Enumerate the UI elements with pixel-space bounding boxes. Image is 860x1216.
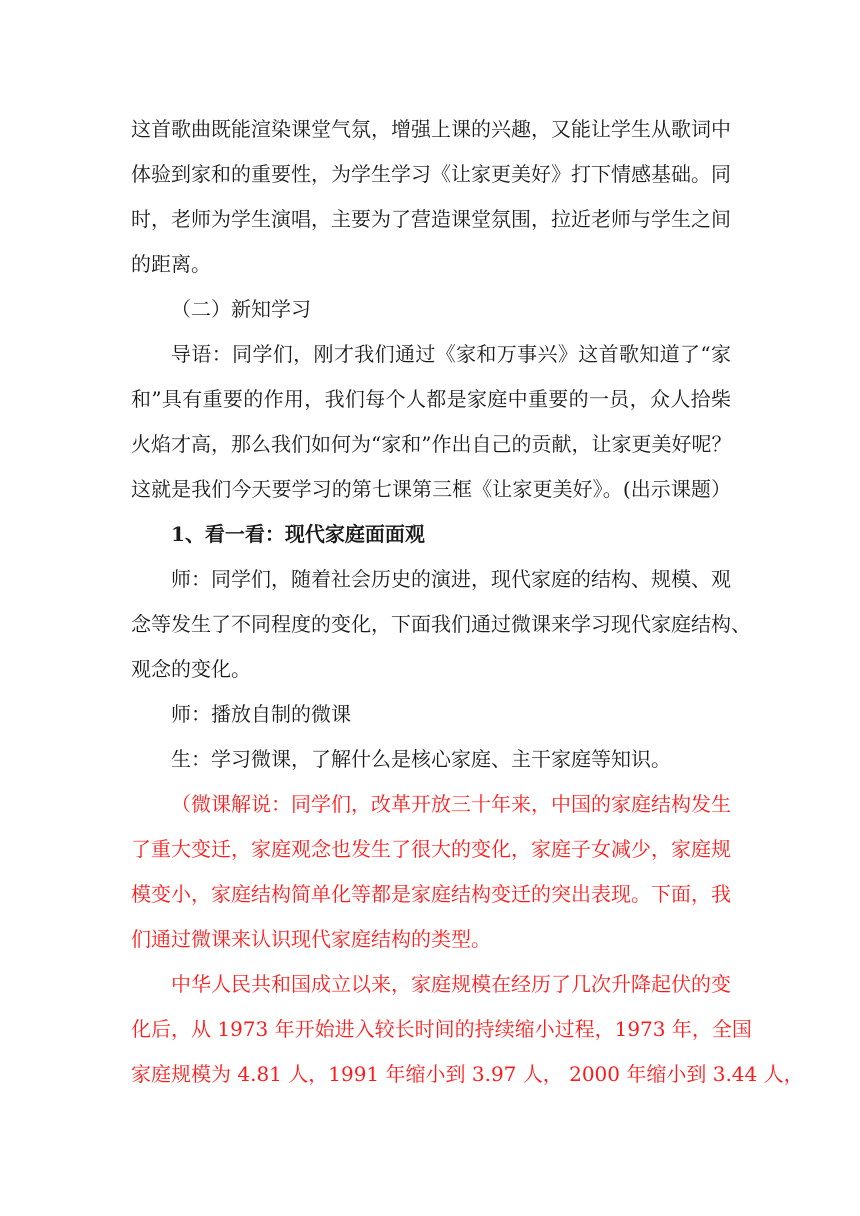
paragraph-line: 这首歌曲既能渲染课堂气氛，增强上课的兴趣，又能让学生从歌词中 xyxy=(131,117,731,141)
paragraph-line: 导语：同学们，刚才我们通过《家和万事兴》这首歌知道了“家 xyxy=(171,342,731,366)
paragraph-line: 观念的变化。 xyxy=(131,657,251,681)
paragraph-line: 火焰才高，那么我们如何为“家和”作出自己的贡献，让家更美好呢？ xyxy=(131,432,732,456)
paragraph-line: 和”具有重要的作用，我们每个人都是家庭中重要的一员，众人拾柴 xyxy=(131,387,731,411)
highlight-line: 模变小，家庭结构简单化等都是家庭结构变迁的突出表现。下面，我 xyxy=(131,882,731,906)
highlight-line: 家庭规模为 4.81 人，1991 年缩小到 3.97 人， 2000 年缩小到 3.44 人， xyxy=(131,1062,804,1086)
paragraph-line: 的距离。 xyxy=(131,252,211,276)
paragraph-line: 时，老师为学生演唱，主要为了营造课堂氛围，拉近老师与学生之间 xyxy=(131,207,731,231)
paragraph-line: 这就是我们今天要学习的第七课第三框《让家更美好》。(出示课题） xyxy=(131,477,731,501)
paragraph-line: 师：播放自制的微课 xyxy=(171,702,351,726)
subsection-heading: 1、看一看：现代家庭面面观 xyxy=(171,522,425,546)
paragraph-line: 念等发生了不同程度的变化，下面我们通过微课来学习现代家庭结构、 xyxy=(131,612,751,636)
highlight-line: （微课解说：同学们，改革开放三十年来，中国的家庭结构发生 xyxy=(171,792,731,816)
paragraph-line: 师：同学们，随着社会历史的演进，现代家庭的结构、规模、观 xyxy=(171,567,731,591)
section-heading: （二）新知学习 xyxy=(171,297,311,321)
paragraph-line: 生：学习微课，了解什么是核心家庭、主干家庭等知识。 xyxy=(171,747,671,771)
highlight-line: 化后，从 1973 年开始进入较长时间的持续缩小过程，1973 年，全国 xyxy=(131,1017,752,1041)
highlight-line: 中华人民共和国成立以来，家庭规模在经历了几次升降起伏的变 xyxy=(171,972,731,996)
highlight-line: 们通过微课来认识现代家庭结构的类型。 xyxy=(131,927,491,951)
highlight-line: 了重大变迁，家庭观念也发生了很大的变化，家庭子女减少，家庭规 xyxy=(131,837,731,861)
paragraph-line: 体验到家和的重要性，为学生学习《让家更美好》打下情感基础。同 xyxy=(131,162,731,186)
